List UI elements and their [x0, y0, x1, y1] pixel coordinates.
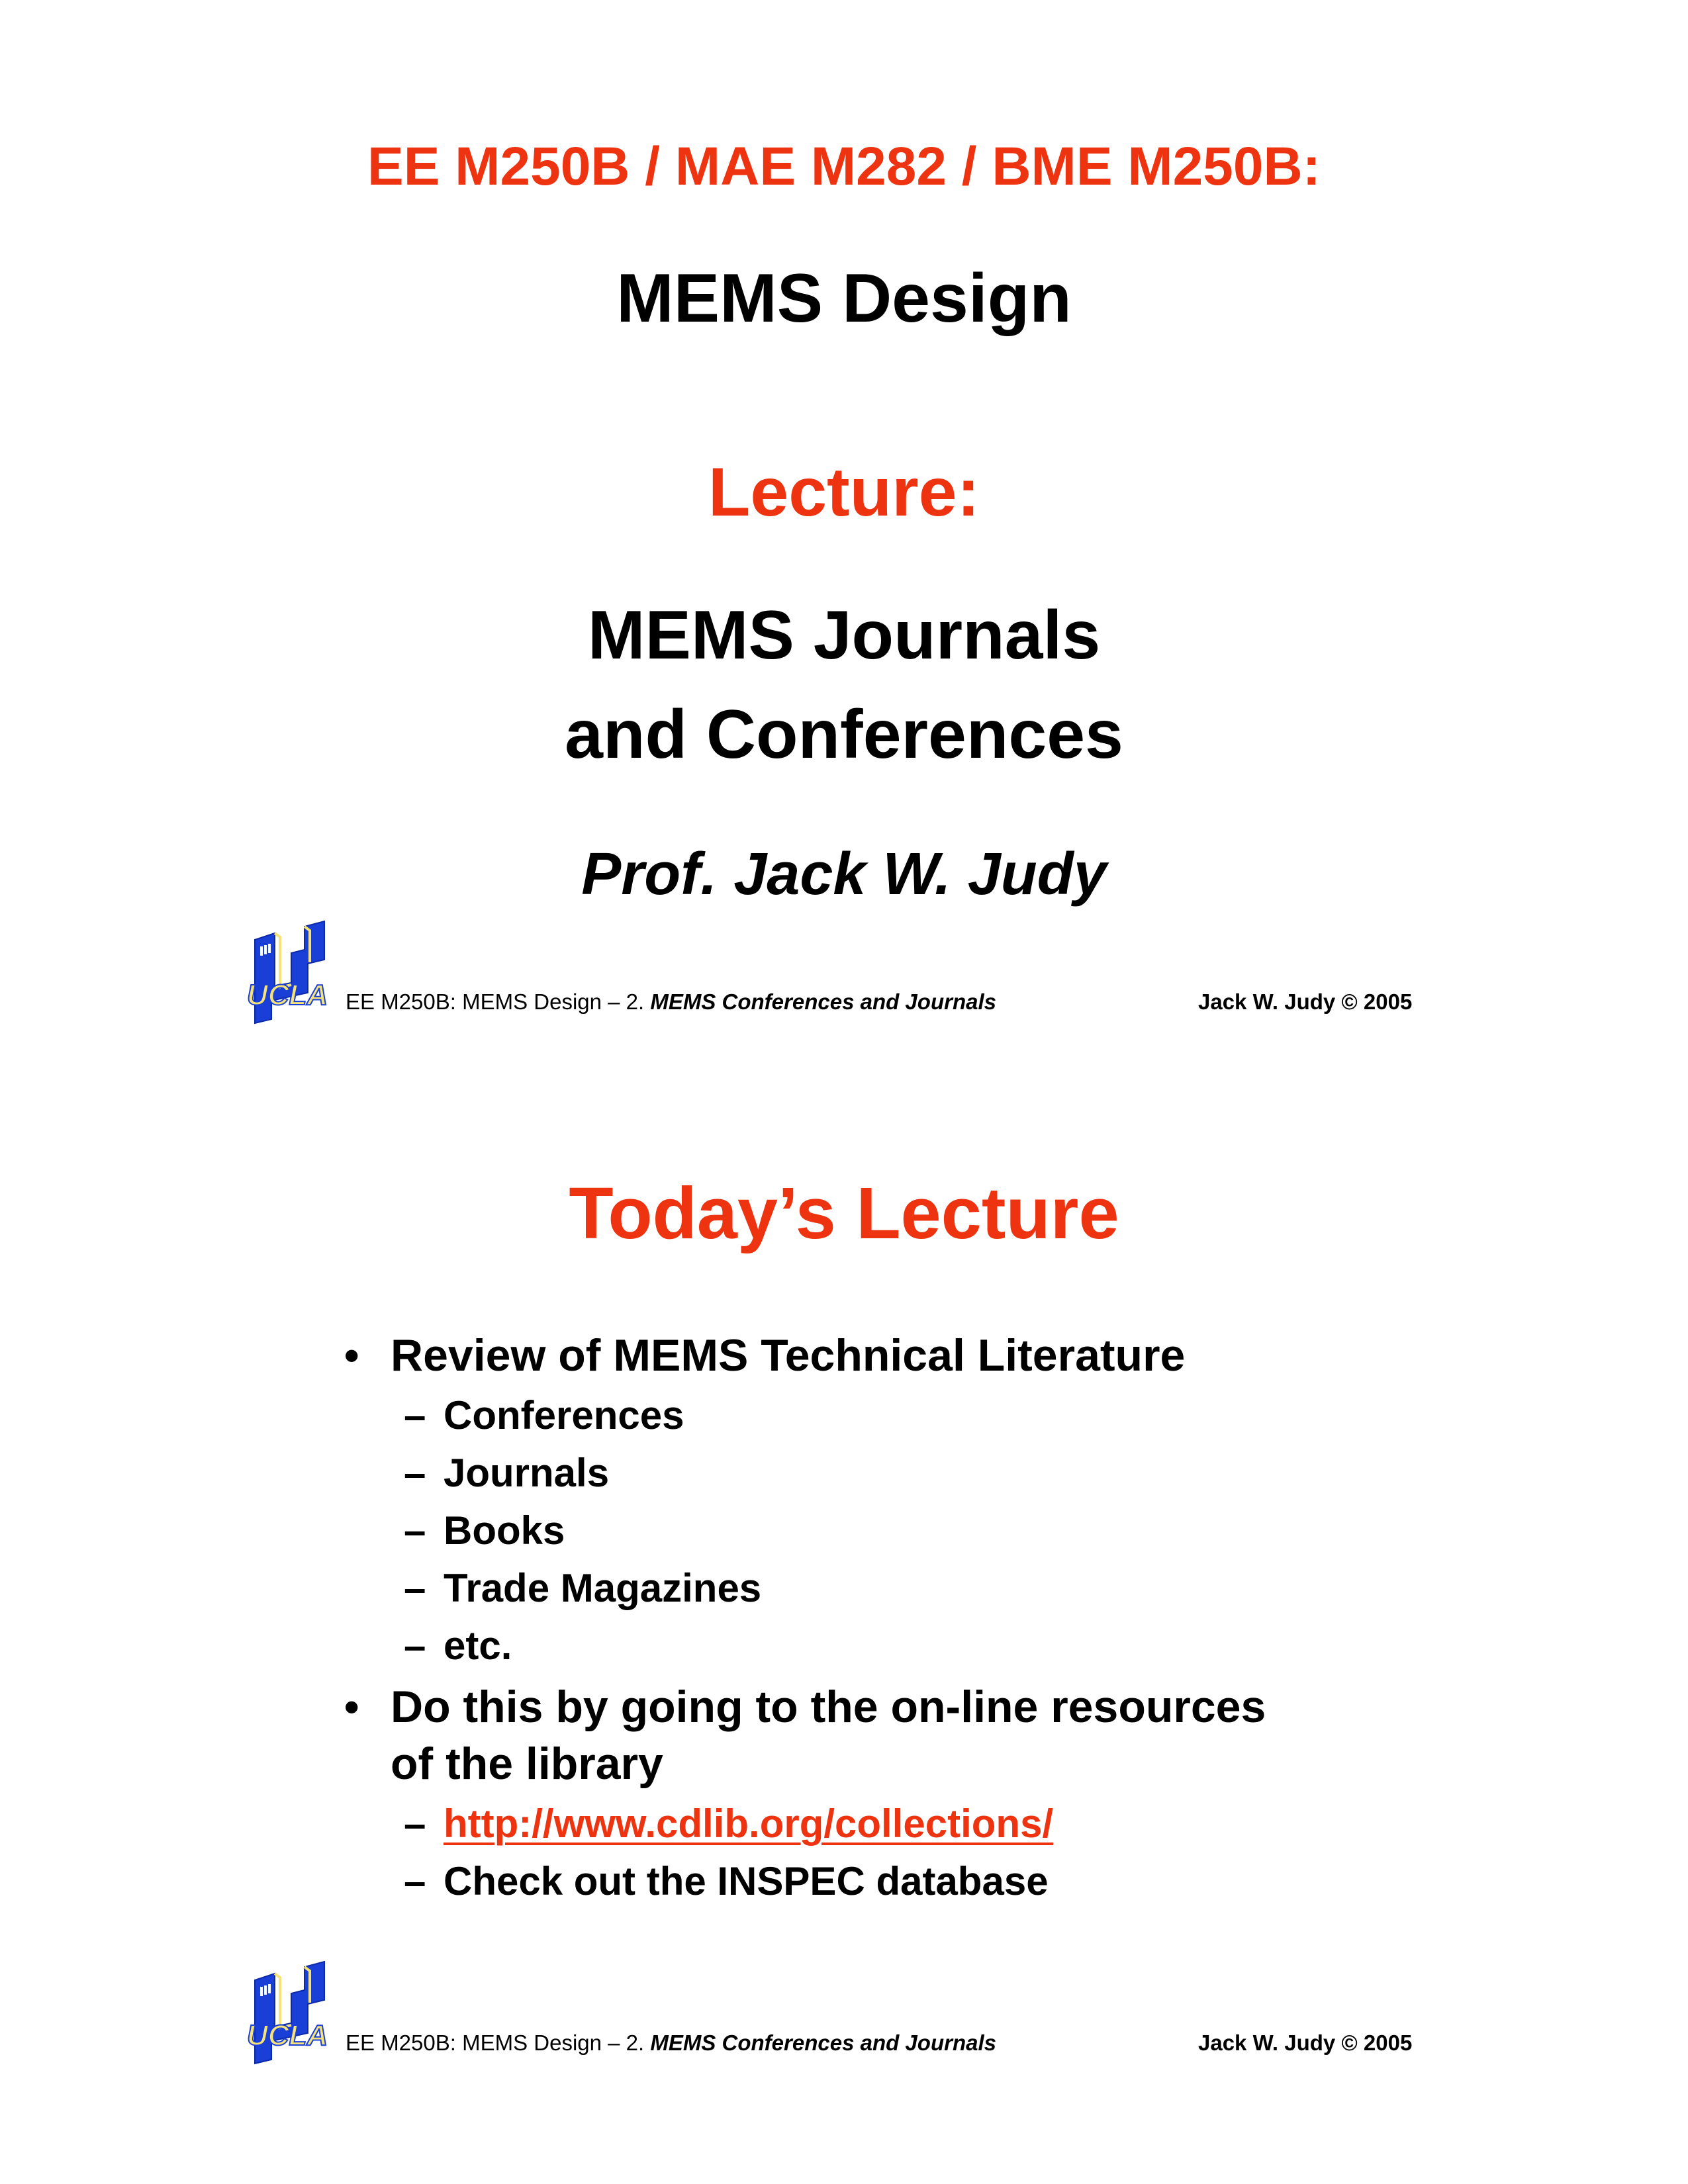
ucla-logo-icon — [242, 913, 334, 1026]
slide-title: Today’s Lecture — [569, 1173, 1119, 1254]
ucla-logo-icon — [242, 1954, 334, 2066]
bullet-item — [344, 1678, 1403, 1792]
footer-topic: MEMS Conferences and Journals — [650, 989, 996, 1014]
sub-list — [344, 1387, 1403, 1674]
course-codes: EE M250B / MAE M282 / BME M250B: — [367, 136, 1321, 197]
footer-course: EE M250B: MEMS Design – 2. — [346, 2030, 651, 2055]
sub-item-link — [404, 1795, 1403, 1852]
ucla-logo-text: UCLA — [247, 979, 328, 1011]
lecture-title — [0, 586, 1688, 784]
course-title: MEMS Design — [616, 260, 1072, 337]
sub-item: – Trade Magazines — [404, 1559, 1403, 1617]
bullet-list — [344, 1327, 1403, 1914]
sub-item: – Check out the INSPEC database — [404, 1852, 1403, 1910]
lecture-title-line2: and Conferences — [565, 696, 1123, 773]
bullet-text: Review of MEMS Technical Literature — [391, 1330, 1186, 1381]
bullet-item — [344, 1327, 1403, 1384]
bullet-text-line1: • Do this by going to the on-line resources — [391, 1682, 1266, 1732]
bullet-text-line2: of the library — [391, 1739, 663, 1789]
library-link[interactable]: http://www.cdlib.org/collections/ — [444, 1801, 1054, 1846]
sub-list — [344, 1795, 1403, 1910]
footer-course-label — [346, 989, 996, 1015]
professor-name: Prof. Jack W. Judy — [581, 841, 1107, 907]
footer-topic: MEMS Conferences and Journals — [650, 2030, 996, 2055]
sub-item: – Journals — [404, 1444, 1403, 1502]
lecture-label: Lecture: — [708, 454, 980, 531]
ucla-logo-text: UCLA — [247, 2019, 328, 2052]
sub-item: – Conferences — [404, 1387, 1403, 1444]
footer-copyright: Jack W. Judy © 2005 — [1198, 2030, 1413, 2055]
footer-course: EE M250B: MEMS Design – 2. — [346, 989, 651, 1014]
lecture-title-line1: MEMS Journals — [587, 597, 1101, 674]
sub-item: – etc. — [404, 1617, 1403, 1674]
footer-course-label — [346, 2030, 996, 2056]
sub-item: – Books — [404, 1502, 1403, 1559]
footer-copyright: Jack W. Judy © 2005 — [1198, 989, 1413, 1014]
